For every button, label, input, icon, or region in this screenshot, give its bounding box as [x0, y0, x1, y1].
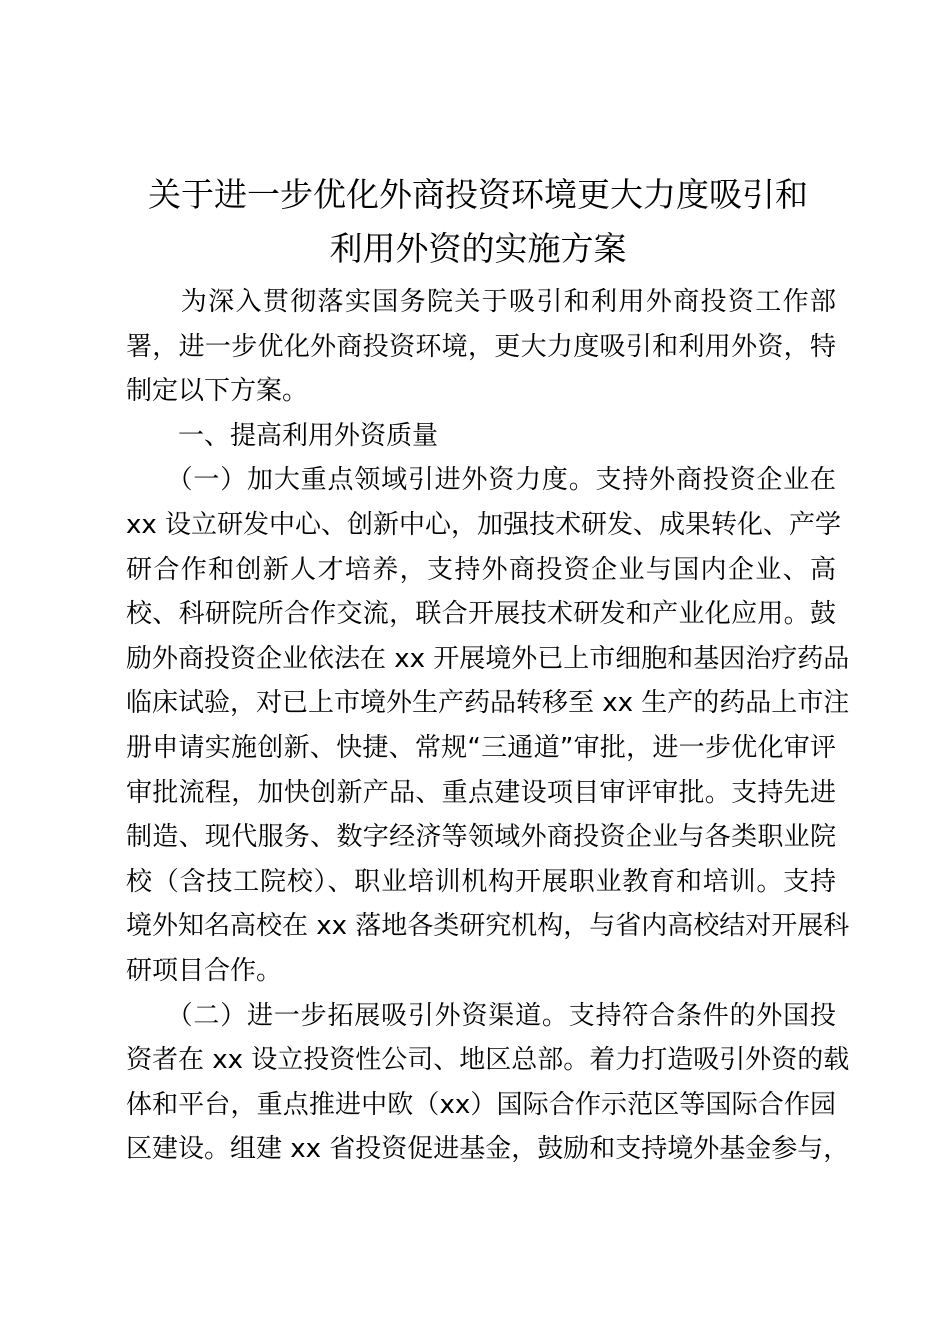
- document-title-line-1: 关于进一步优化外商投资环境更大力度吸引和: [148, 175, 808, 214]
- text-line: xx 设立研发中心、创新中心，加强技术研发、成果转化、产学: [126, 510, 842, 540]
- text-line: 临床试验，对已上市境外生产药品转移至 xx 生产的药品上市注: [126, 688, 850, 719]
- text-line: 区建设。组建 xx 省投资促进基金，鼓励和支持境外基金参与，: [126, 1134, 850, 1165]
- text-line: 励外商投资企业依法在 xx 开展境外已上市细胞和基因治疗药品: [126, 643, 850, 674]
- text-line: 研合作和创新人才培养，支持外商投资企业与国内企业、高: [126, 554, 836, 585]
- text-line: 体和平台，重点推进中欧（xx）国际合作示范区等国际合作园: [126, 1089, 836, 1120]
- text-line: 校（含技工院校）、职业培训机构开展职业教育和培训。支持: [126, 866, 836, 897]
- text-line: 审批流程，加快创新产品、重点建设项目审评审批。支持先进: [126, 777, 836, 808]
- text-line: 研项目合作。: [126, 956, 283, 986]
- text-line: （二）进一步拓展吸引外资渠道。支持符合条件的外国投: [126, 1000, 836, 1031]
- text-line: 境外知名高校在 xx 落地各类研究机构，与省内高校结对开展科: [126, 911, 850, 942]
- text-line: 一、提高利用外资质量: [126, 420, 439, 451]
- text-line: 制造、现代服务、数字经济等领域外商投资企业与各类职业院: [126, 822, 836, 853]
- text-line: 制定以下方案。: [126, 376, 309, 407]
- text-line: 署，进一步优化外商投资环境，更大力度吸引和利用外资，特: [126, 331, 836, 362]
- text-line: 校、科研院所合作交流，联合开展技术研发和产业化应用。鼓: [126, 599, 836, 630]
- text-line: 为深入贯彻落实国务院关于吸引和利用外商投资工作部: [126, 287, 836, 317]
- document-title-line-2: 利用外资的实施方案: [329, 229, 627, 268]
- text-line: （一）加大重点领域引进外资力度。支持外商投资企业在: [126, 465, 836, 496]
- text-line: 册申请实施创新、快捷、常规“三通道”审批，进一步优化审评: [126, 733, 836, 763]
- text-line: 资者在 xx 设立投资性公司、地区总部。着力打造吸引外资的载: [126, 1045, 850, 1076]
